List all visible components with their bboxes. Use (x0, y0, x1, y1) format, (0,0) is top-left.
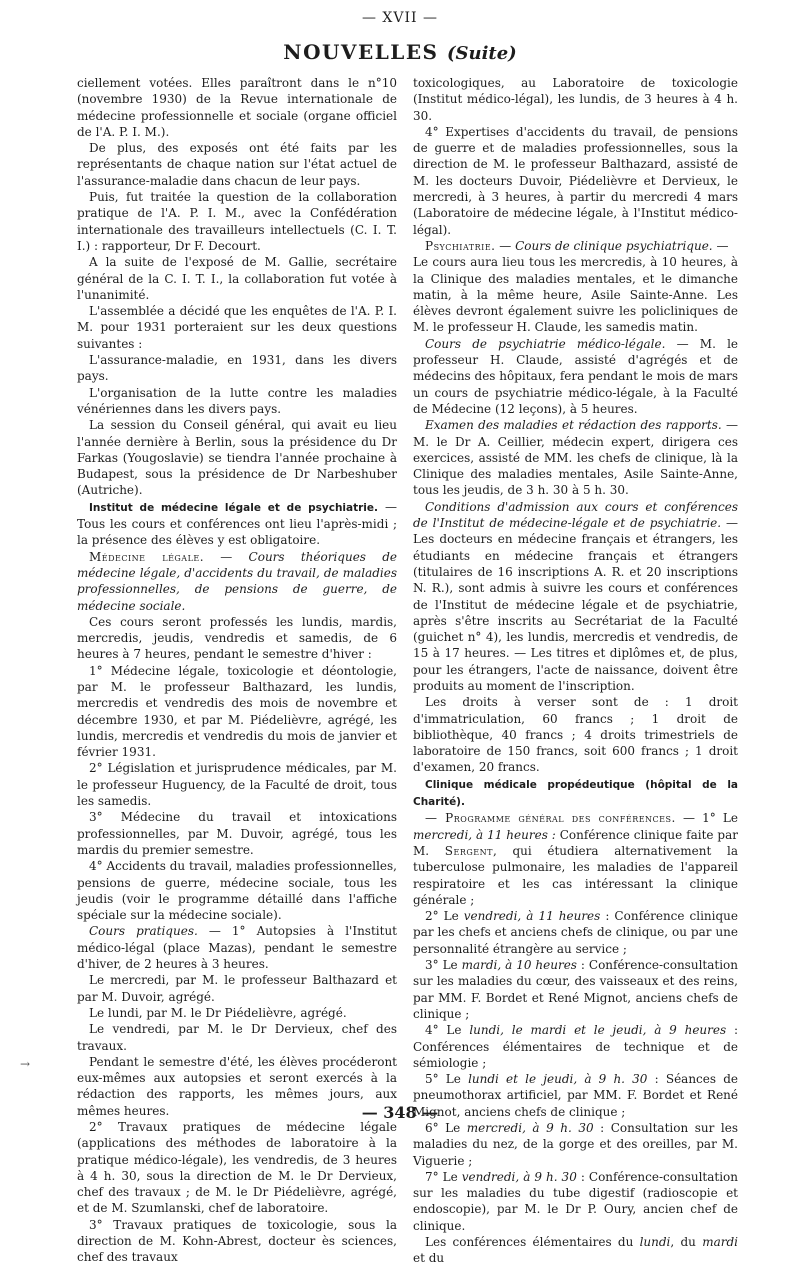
paragraph: Puis, fut traitée la question de la collaboration pratique de l'A. P. I. M., avec la Confédération internationale des travailleurs intellectuels (C. I. T. I.) : rapporteur, Dr F. Decourt. (77, 190, 397, 253)
paragraph: La session du Conseil général, qui avait eu lieu l'année dernière à Berlin, sous la présidence du Dr Farkas (Yougoslavie) se tiendra l'année prochaine à Budapest, sous la présidence de Dr Narbeshuber (Autriche). (77, 418, 397, 498)
psychiatrie-ml-text: — M. le professeur H. Claude, assisté d'agrégés et de médecins des hôpitaux, fera pendant le mois de mars un cours de psychiatrie médico-légale, à la Faculté de Médecine (12 leçons), à 5 heures. (413, 336, 739, 416)
programme-text: — 1° Le (675, 811, 738, 826)
item-text: : Conférence-consultation sur les maladies du tube digestif (radioscopie et endoscopie), par M. le Dr P. Oury, ancien chef de clinique. (413, 1169, 739, 1233)
conditions-text: — Les docteurs en médecine français et étrangers, les étudiants en médecine français et étrangers (titulaires de 16 inscriptions A. R. et 20 inscriptions N. R.), sont admis à suivre les cours et conférences de l'Institut de médecine légale et de psychiatrie, après s'être inscrits au Secrétariat de la Faculté (guichet n° 4), les lundis, mercredis et vendredis, de 15 à 17 heures. — Les titres et diplômes et, de plus, pour les étrangers, l'acte de naissance, doivent être produits au moment de l'inscription. (413, 516, 738, 693)
paragraph-clinique-heading (413, 776, 738, 811)
paragraph-examen (413, 417, 738, 498)
paragraph: L'assurance-maladie, en 1931, dans les divers pays. (77, 353, 397, 384)
paragraph (413, 1234, 738, 1267)
margin-mark: → (20, 1057, 31, 1071)
programme-name: Sergent (444, 843, 493, 858)
section-title-text: NOUVELLES (283, 40, 439, 64)
item-text: : Conférences élémentaires de technique et de sémiologie ; (413, 1023, 738, 1070)
item-time: lundi, le mardi et le jeudi, à 9 heures (469, 1023, 727, 1038)
paragraph: Le mercredi, par M. le professeur Balthazard et par M. Duvoir, agrégé. (77, 973, 397, 1004)
running-head: — XVII — (361, 10, 439, 26)
paragraph: Les droits à verser sont de : 1 droit d'immatriculation, 60 francs ; 1 droit de bibliothèque, 40 francs ; 4 droits trimestriels de laboratoire de 150 francs, soit 600 francs ; 1 droit d'examen, 20 francs. (413, 695, 738, 775)
paragraph: L'assemblée a décidé que les enquêtes de l'A. P. I. M. pour 1931 porteraient sur les deux questions suivantes : (77, 304, 397, 351)
section-title-suffix: (Suite) (446, 43, 517, 64)
paragraph: A la suite de l'exposé de M. Gallie, secrétaire général de la C. I. T. I., la collaboration fut votée à l'unanimité. (77, 255, 397, 302)
item-text: 5° Le (425, 1072, 469, 1087)
list-item (413, 908, 738, 957)
paragraph: Pendant le semestre d'été, les élèves procéderont eux-mêmes aux autopsies et seront exercés à la rédaction des rapports, les mêmes jours, aux mêmes heures. (77, 1054, 397, 1118)
medecine-legale-title: — Cours théoriques de médecine légale, d'accidents du travail, de maladies professionnelles, de pensions de guerre, de médecine sociale. (77, 549, 397, 613)
paragraph: 2° Travaux pratiques de médecine légale (applications des méthodes de laboratoire à la pratique médico-légale), les vendredis, de 3 heures à 4 h. 30, sous la direction de M. le Dr Dervieux, chef des travaux ; de M. le Dr Piédelièvre, agrégé, et de M. Szumlanski, chef de laboratoire. (77, 1120, 397, 1216)
item-text: 7° Le (425, 1169, 462, 1184)
paragraph: toxicologiques, au Laboratoire de toxicologie (Institut médico-légal), les lundis, de 3 heures à 4 h. 30. (413, 76, 738, 123)
paragraph: 3° Médecine du travail et intoxications professionnelles, par M. Duvoir, agrégé, tous les mardis du premier semestre. (77, 810, 397, 857)
paragraph: Le lundi, par M. le Dr Piédelièvre, agrégé. (89, 1005, 347, 1020)
section-title (0, 40, 800, 64)
list-item (413, 1169, 738, 1234)
item-text: , du (670, 1235, 703, 1250)
paragraph-cours-pratiques (77, 923, 397, 972)
paragraph-programme (413, 810, 738, 908)
paragraph: De plus, des exposés ont été faits par les représentants de chaque nation sur l'état actuel de l'assurance-maladie dans chacun de leur pays. (77, 141, 397, 188)
list-item (413, 957, 738, 1022)
psychiatrie-ml-title: Cours de psychiatrie médico-légale. (425, 336, 666, 351)
item-text: et du (413, 1251, 445, 1266)
paragraph: Ces cours seront professés les lundis, mardis, mercredis, jeudis, vendredis et samedis, de 6 heures à 7 heures, pendant le semestre d'hiver : (77, 614, 397, 662)
item-text: Les conférences élémentaires du (425, 1235, 640, 1250)
examen-title: Examen des maladies et rédaction des rapports. (425, 418, 722, 433)
item-time: vendredi, à 11 heures (463, 909, 601, 924)
item-text: : Consultation sur les maladies du nez, de la gorge et des oreilles, par M. Viguerie ; (413, 1121, 738, 1168)
paragraph-medecine-legale (77, 549, 397, 614)
item-time: lundi (639, 1235, 671, 1250)
paragraph: 4° Expertises d'accidents du travail, de pensions de guerre et de maladies professionnelles, sous la direction de M. le professeur Balthazard, assisté de M. les docteurs Duvoir, Piédelièvre et Dervieux, le mercredi, à 3 heures, à partir du mercredi 4 mars (Laboratoire de médecine légale, à l'Institut médico-légal). (413, 124, 738, 237)
paragraph: Le cours aura lieu tous les mercredis, à 10 heures, à la Clinique des maladies mentales, et le dimanche matin, à la même heure, Asile Sainte-Anne. Les élèves devront également suivre les policliniques de M. le professeur H. Claude, les samedis matin. (413, 255, 738, 335)
medecine-legale-label: Médecine légale. (89, 549, 205, 564)
psychiatrie-dash: — (495, 238, 516, 253)
institut-heading: Institut de médecine légale et de psychiatrie. (89, 501, 379, 514)
cours-pratiques-label: Cours pratiques. (89, 924, 198, 939)
item-text: 2° Le (425, 909, 464, 924)
item-text: : Conférence-consultation sur les maladies du cœur, des vaisseaux et des reins, par MM. F. Bordet et René Mignot, anciens chefs de clinique ; (413, 958, 738, 1021)
programme-text: , qui étudiera alternativement la tuberculose pulmonaire, les maladies de l'appareil respiratoire et les cas intéressant la clinique générale ; (413, 843, 738, 907)
programme-time: mercredi, à 11 heures : (413, 827, 556, 842)
examen-text: — M. le Dr A. Ceillier, médecin expert, dirigera ces exercices, assisté de MM. les chefs de clinique, là la Clinique des maladies mentales, Asile Sainte-Anne, tous les jeudis, de 3 h. 30 à 5 h. 30. (413, 418, 738, 498)
programme-label: — Programme général des conférences. (425, 811, 676, 826)
item-text: 4° Le (425, 1023, 470, 1038)
paragraph: 3° Travaux pratiques de toxicologie, sous la direction de M. Kohn-Abrest, docteur ès sciences, chef des travaux (77, 1217, 397, 1265)
cours-pratiques-text: — 1° Autopsies à l'Institut médico-légal (place Mazas), pendant le semestre d'hiver, de 2 heures à 3 heures. (77, 924, 397, 972)
item-time: vendredi, à 9 h. 30 (461, 1169, 577, 1184)
left-column (77, 75, 397, 1266)
list-item (413, 1022, 738, 1071)
item-time: mercredi, à 9 h. 30 (466, 1121, 594, 1135)
psychiatrie-label: Psychiatrie. (425, 238, 496, 253)
item-text: 6° Le (425, 1121, 467, 1135)
clinique-heading: Clinique médicale propédeutique (hôpital de la Charité). (413, 778, 738, 809)
right-column (413, 75, 738, 1267)
item-text: 3° Le (425, 958, 462, 973)
paragraph-psychiatrie (413, 238, 738, 254)
item-time: mardi (702, 1235, 738, 1250)
conditions-title: Conditions d'admission aux cours et conférences de l'Institut de médecine-légale et de psychiatrie. (413, 499, 738, 531)
paragraph: ciellement votées. Elles paraîtront dans le n°10 (novembre 1930) de la Revue internationale de médecine professionnelle et sociale (organe officiel de l'A. P. I. M.). (77, 76, 397, 139)
item-time: lundi et le jeudi, à 9 h. 30 (468, 1072, 648, 1087)
psychiatrie-title: Cours de clinique psychiatrique. (515, 238, 713, 253)
psychiatrie-end: — (712, 238, 729, 253)
paragraph: 2° Législation et jurisprudence médicales, par M. le professeur Huguency, de la Faculté de droit, tous les samedis. (77, 761, 397, 809)
paragraph: 1° Médecine légale, toxicologie et déontologie, par M. le professeur Balthazard, les lundis, mercredis et vendredis des mois de novembre et décembre 1930, et par M. Piédelièvre, agrégé, les lundis, mercredis et vendredis du mois de janvier et février 1931. (77, 663, 397, 760)
item-text: : Séances de pneumothorax artificiel, par MM. F. Bordet et René Mignot, anciens chefs de clinique ; (413, 1072, 738, 1119)
paragraph: Le vendredi, par M. le Dr Dervieux, chef des travaux. (77, 1022, 397, 1053)
paragraph-conditions (413, 499, 738, 695)
paragraph-psychiatrie-medico-legale (413, 336, 738, 417)
item-time: mardi, à 10 heures (461, 958, 577, 973)
paragraph: 4° Accidents du travail, maladies professionnelles, pensions de guerre, médecine sociale, tous les jeudis (voir le programme détaillé dans l'affiche spéciale sur la médecine sociale). (77, 859, 397, 923)
paragraph: L'organisation de la lutte contre les maladies vénériennes dans les divers pays. (77, 385, 397, 416)
item-text: : Conférence clinique par les chefs et anciens chefs de clinique, ou par une personnalité étrangère au service ; (413, 909, 739, 956)
page-number: — 348 — (361, 1103, 439, 1122)
institut-text: — Tous les cours et conférences ont lieu l'après-midi ; la présence des élèves y est obligatoire. (77, 499, 397, 548)
list-item (413, 1120, 738, 1169)
programme-text: Conférence clinique faite par M. (413, 827, 738, 858)
paragraph-institut (77, 499, 397, 549)
